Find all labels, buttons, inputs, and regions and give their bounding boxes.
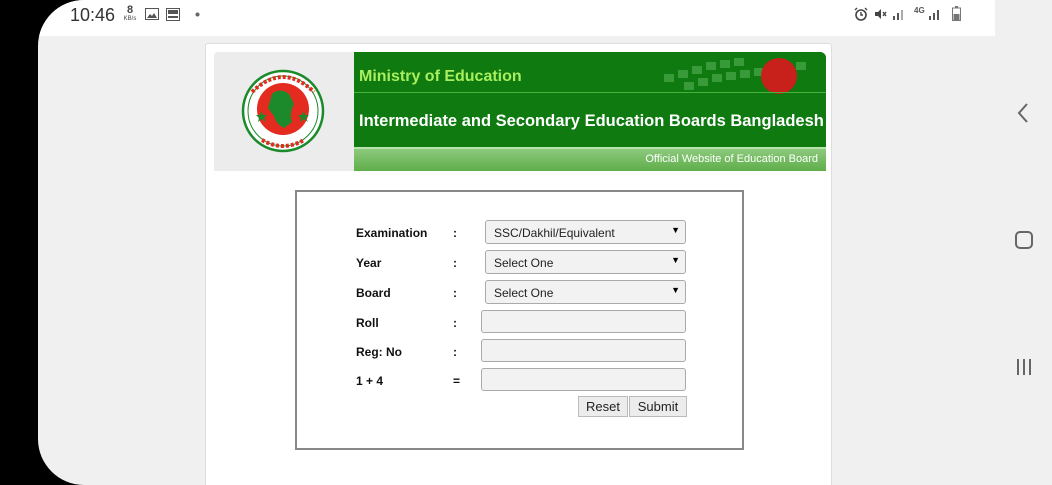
banner-decoration [644, 52, 826, 112]
reg-no-row [297, 339, 746, 365]
board-row [297, 280, 746, 306]
clock: 10:46 [70, 5, 116, 25]
dropdown-arrow-icon: ▼ [671, 255, 680, 265]
phone-screen [38, 0, 1052, 485]
boards-title: Intermediate and Secondary Education Boards Bangladesh [359, 112, 824, 130]
site-header [214, 52, 826, 171]
reg-no-input[interactable] [481, 339, 686, 362]
colon: : [453, 256, 457, 270]
roll-input[interactable] [481, 310, 686, 333]
cell-signal-icon [927, 8, 941, 20]
examination-select[interactable] [485, 220, 686, 244]
reset-button[interactable]: Reset [578, 396, 628, 417]
dropdown-arrow-icon: ▼ [671, 285, 680, 295]
colon: : [453, 345, 457, 359]
year-value: Select One [494, 256, 554, 270]
equals-sign: = [453, 374, 461, 388]
colon: : [453, 316, 457, 330]
logo-box [214, 52, 354, 171]
header-banner [354, 52, 826, 171]
network-type: 4G [914, 6, 925, 15]
board-label: Board [356, 286, 391, 300]
battery-icon [952, 6, 961, 21]
captcha-row [297, 368, 746, 394]
bangladesh-emblem-icon [214, 52, 354, 171]
navigation-bar [995, 0, 1052, 485]
colon: : [453, 286, 457, 300]
year-select[interactable] [485, 250, 686, 274]
year-label: Year [356, 256, 382, 270]
more-notifications-icon [195, 12, 200, 17]
year-row [297, 250, 746, 276]
ministry-title: Ministry of Education [359, 68, 522, 85]
home-icon[interactable] [1011, 227, 1037, 253]
submit-button[interactable]: Submit [629, 396, 687, 417]
reg-no-label: Reg: No [356, 345, 402, 359]
mute-icon [873, 7, 887, 21]
captcha-input[interactable] [481, 368, 686, 391]
alarm-icon [854, 7, 868, 21]
result-form [295, 190, 744, 450]
board-select[interactable] [485, 280, 686, 304]
web-page [205, 43, 832, 485]
official-website-text: Official Website of Education Board [645, 153, 818, 165]
back-icon[interactable] [1011, 100, 1037, 126]
header-divider [354, 92, 826, 93]
official-bar [354, 147, 826, 171]
network-speed: 8 KB/s [123, 4, 137, 22]
captcha-label: 1 + 4 [356, 374, 384, 388]
roll-row [297, 310, 746, 336]
examination-label: Examination [356, 226, 428, 240]
news-app-icon [166, 8, 180, 21]
dropdown-arrow-icon: ▼ [671, 225, 680, 235]
roll-label: Roll [356, 316, 379, 330]
colon: : [453, 226, 457, 240]
gallery-icon [145, 8, 159, 20]
wifi-signal-icon [891, 8, 905, 20]
board-value: Select One [494, 286, 554, 300]
recents-icon[interactable] [1011, 354, 1037, 380]
examination-value: SSC/Dakhil/Equivalent [494, 226, 615, 240]
examination-row [297, 220, 746, 246]
status-bar [38, 0, 995, 36]
